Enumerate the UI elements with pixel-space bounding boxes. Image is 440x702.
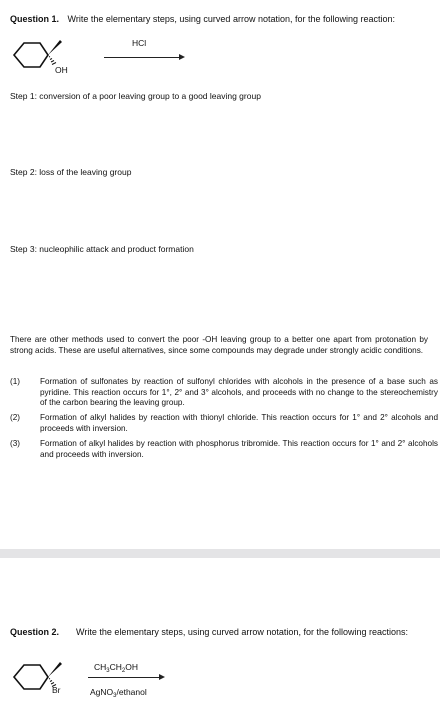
alternatives-paragraph: There are other methods used to convert the poor -OH leaving group to a better one apart from protonation by strong acids. These are useful alternatives, since some compounds may degrade under strongly acidic conditions. [10, 335, 428, 355]
section-divider [0, 549, 440, 558]
method-text: Formation of sulfonates by reaction of sulfonyl chlorides with alcohols in the presence of a base such as pyridine. This reaction occurs for 1°, 2° and 3° alcohols, and proceeds with no change to the stereochemistry of the carbon bearing the leaving group. [40, 377, 438, 408]
reagent-part: OH [125, 662, 138, 672]
reagent-subscript: 3 [113, 693, 117, 699]
question-2-label: Question 2. [10, 627, 60, 637]
reagent-subscript: 2 [121, 668, 126, 674]
question-1-label: Question 1. [10, 14, 60, 24]
step-3-text: Step 3: nucleophilic attack and product formation [10, 244, 194, 254]
cyclohexane-structure-q2 [8, 655, 88, 700]
method-item-3 [10, 439, 438, 461]
step-2-text: Step 2: loss of the leaving group [10, 167, 132, 177]
arrow-head-q1 [179, 54, 185, 60]
method-text: Formation of alkyl halides by reaction with thionyl chloride. This reaction occurs for 1° and 2° alcohols and proceeds with inversion. [40, 413, 438, 433]
reagent-part: CH [94, 662, 107, 672]
methyl-wedge-bond [48, 40, 62, 55]
cyclohexane-ring [14, 43, 48, 67]
q2-substituent-label: Br [52, 685, 61, 695]
method-number: (3) [10, 439, 21, 448]
reagent-part: CH [109, 662, 122, 672]
arrow-head-q2 [159, 674, 165, 680]
hashed-bond [49, 57, 56, 65]
methyl-wedge-bond [48, 662, 62, 677]
question-2-label-wrap [10, 626, 82, 638]
reagent-part: AgNO [90, 687, 114, 697]
cyclohexane-ring [14, 665, 48, 689]
cyclohexane-structure-q1 [8, 33, 88, 83]
reagent-part: /ethanol [116, 687, 147, 697]
q1-reagent-label: HCl [132, 38, 147, 48]
method-item-2 [10, 413, 438, 435]
step-1-text: Step 1: conversion of a poor leaving group to a good leaving group [10, 91, 261, 101]
method-number: (2) [10, 413, 21, 422]
reaction-arrow-q1 [104, 57, 180, 58]
question-2-prompt: Write the elementary steps, using curved arrow notation, for the following reactions: [76, 627, 408, 637]
reagent-subscript: 3 [106, 668, 110, 674]
q1-substituent-label: OH [55, 65, 68, 75]
reaction-arrow-q2 [88, 677, 160, 678]
q2-reagent-top [94, 662, 138, 677]
question-1-header [10, 13, 435, 25]
question-1-prompt: Write the elementary steps, using curved arrow notation, for the following reaction: [67, 14, 396, 24]
method-item-1 [10, 377, 438, 411]
method-text: Formation of alkyl halides by reaction with phosphorus tribromide. This reaction occurs for 1° and 2° alcohols and proceeds with inversion. [40, 439, 438, 459]
method-number: (1) [10, 377, 21, 386]
